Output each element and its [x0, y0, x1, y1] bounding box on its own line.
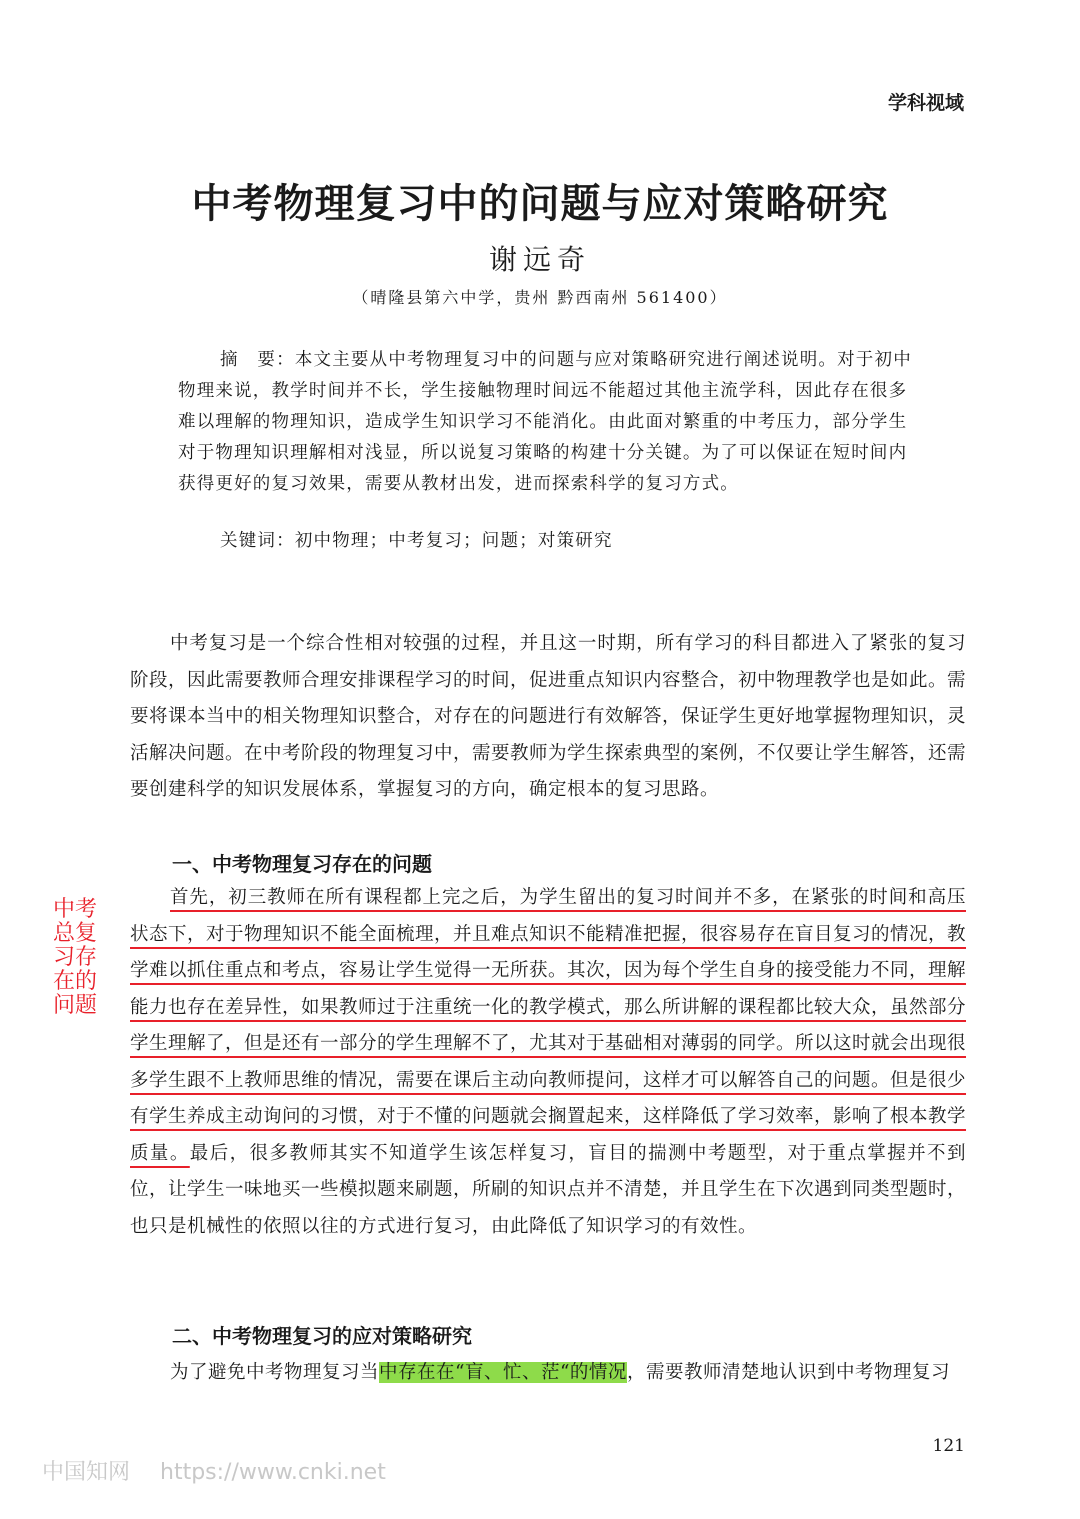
intro-paragraph: 中考复习是一个综合性相对较强的过程，并且这一时期，所有学习的科目都进入了紧张的复习阶段，因此需要教师合理安排课程学习的时间，促进重点知识内容整合，初中物理教学也是如此。需要将课本当中的相关物理知识整合，对存在的问题进行有效解答，保证学生更好地掌握物理知识，灵活解决问题。在中考阶段的物理复习中，需要教师为学生探索典型的案例，不仅要让学生解答，还需要创建科学的知识发展体系，掌握复习的方向，确定根本的复习思路。 — [130, 633, 967, 800]
author-name: 谢远奇 — [488, 243, 591, 276]
watermark-url: https://www.cnki.net — [160, 1460, 386, 1485]
abstract — [178, 345, 920, 500]
margin-annotation: 中考总复习存在的问题 — [52, 897, 97, 1018]
abstract-text: 本文主要从中考物理复习中的问题与应对策略研究进行阐述说明。对于初中物理来说，教学时间并不长，学生接触物理时间远不能超过其他主流学科，因此存在很多难以理解的物理知识，造成学生知识学习不能消化。由此面对繁重的中考压力，部分学生对于物理知识理解相对浅显，所以说复习策略的构建十分关键。为了可以保证在短时间内获得更好的复习效果，需要从教材出发，进而探索科学的复习方式。 — [178, 350, 912, 494]
author-affiliation: （晴隆县第六中学，贵州 黔西南州 561400） — [352, 288, 728, 307]
keywords — [220, 527, 613, 552]
keywords-text: 初中物理；中考复习；问题；对策研究 — [294, 531, 613, 551]
page-number: 121 — [932, 1436, 965, 1456]
section1-paragraph — [130, 880, 966, 1245]
section2-heading: 二、中考物理复习的应对策略研究 — [172, 1324, 472, 1348]
keywords-label: 关键词： — [220, 531, 295, 551]
section2-post: ，需要教师清楚地认识到中考物理复习 — [626, 1362, 950, 1383]
abstract-label: 摘 要： — [220, 350, 295, 370]
underlined-passage: 首先，初三教师在所有课程都上完之后，为学生留出的复习时间并不多，在紧张的时间和高压状态下，对于物理知识不能全面梳理，并且难点知识不能精准把握，很容易存在盲目复习的情况，教学难以抓住重点和考点，容易让学生觉得一无所获。其次，因为每个学生自身的接受能力不同，理解能力也存在差异性，如果教师过于注重统一化的教学模式，那么所讲解的课程都比较大众，虽然部分学生理解了，但是还有一部分的学生理解不了，尤其对于基础相对薄弱的同学。所以这时就会出现很多学生跟不上教师思维的情况，需要在课后主动向教师提问，这样才可以解答自己的问题。但是很少有学生养成主动询问的习惯，对于不懂的问题就会搁置起来，这样降低了学习效率，影响了根本教学质量。 — [130, 887, 967, 1164]
section2-paragraph — [130, 1355, 966, 1392]
section1-heading: 一、中考物理复习存在的问题 — [172, 852, 432, 876]
cnki-watermark — [42, 1455, 386, 1486]
highlighted-phrase: 中存在在“盲、忙、茫“的情况 — [379, 1362, 627, 1383]
section-tag: 学科视域 — [887, 92, 964, 114]
article-title: 中考物理复习中的问题与应对策略研究 — [191, 181, 889, 227]
section1-rest: 最后，很多教师其实不知道学生该怎样复习，盲目的揣测中考题型，对于重点掌握并不到位，让学生一味地买一些模拟题来刷题，所刷的知识点并不清楚，并且学生在下次遇到同类型题时，也只是机械性的依照以往的方式进行复习，由此降低了知识学习的有效性。 — [130, 1142, 967, 1237]
watermark-name: 中国知网 — [42, 1460, 131, 1485]
section2-pre: 为了避免中考物理复习当 — [170, 1362, 380, 1383]
